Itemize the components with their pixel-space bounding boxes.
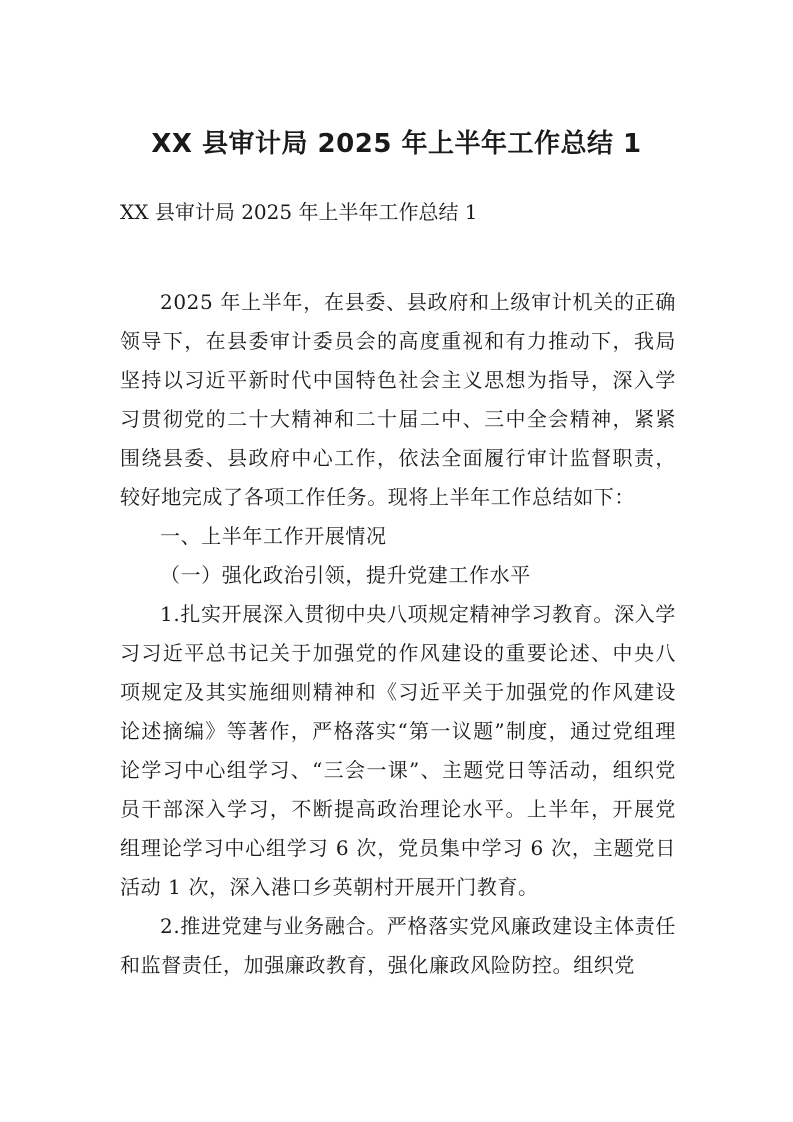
document-body xyxy=(120,283,676,985)
paragraph-intro: 2025 年上半年，在县委、县政府和上级审计机关的正确领导下，在县委审计委员会的高度重视和有力推动下，我局坚持以习近平新时代中国特色社会主义思想为指导，深入学习贯彻党的二十大精神和二十届二中、三中全会精神，紧紧围绕县委、县政府中心工作，依法全面履行审计监督职责，较好地完成了各项工作任务。现将上半年工作总结如下： xyxy=(120,290,676,509)
paragraph-item-1: 1.扎实开展深入贯彻中央八项规定精神学习教育。深入学习习近平总书记关于加强党的作风建设的重要论述、中央八项规定及其实施细则精神和《习近平关于加强党的作风建设论述摘编》等著作，严格落实“第一议题”制度，通过党组理论学习中心组学习、“三会一课”、主题党日等活动，组织党员干部深入学习，不断提高政治理论水平。上半年，开展党组理论学习中心组学习 6 次，党员集中学习 6 次，主题党日活动 1 次，深入港口乡英朝村开展开门教育。 xyxy=(120,602,676,899)
subsection-heading: （一）强化政治引领，提升党建工作水平 xyxy=(160,563,531,587)
document-subtitle: XX 县审计局 2025 年上半年工作总结 1 xyxy=(120,200,478,224)
section-heading: 一、上半年工作开展情况 xyxy=(160,524,387,548)
document-title: XX 县审计局 2025 年上半年工作总结 1 xyxy=(151,129,642,159)
paragraph-item-2: 2.推进党建与业务融合。严格落实党风廉政建设主体责任和监督责任，加强廉政教育，强化廉政风险防控。组织党 xyxy=(120,914,676,977)
